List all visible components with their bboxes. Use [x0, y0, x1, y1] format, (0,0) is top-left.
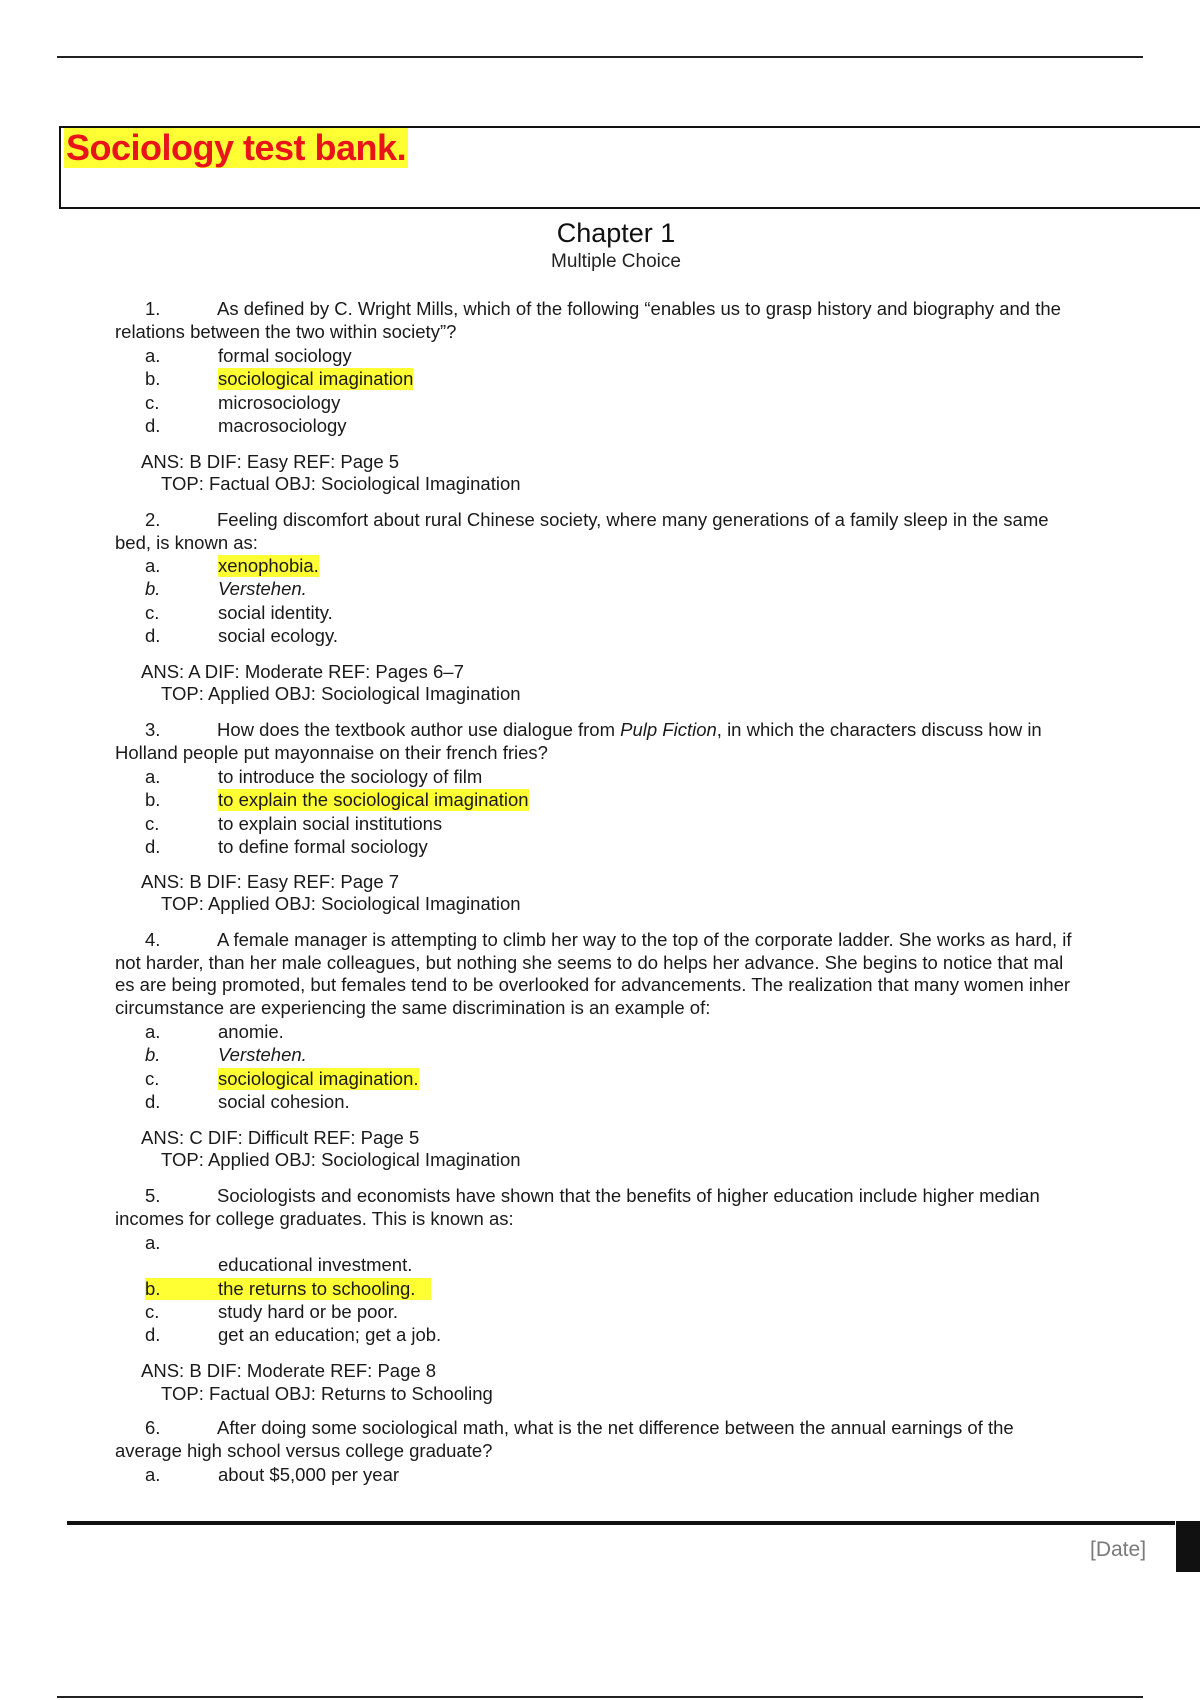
question-number: 2.: [145, 509, 161, 530]
footer-date: [Date]: [1090, 1538, 1147, 1561]
question-2-answer: ANS: A DIF: Moderate REF: Pages 6–7: [141, 661, 464, 682]
question-1-stem: [115, 298, 1155, 343]
question-text: , in which the characters discuss how in: [716, 719, 1042, 740]
question-4-stem: [115, 929, 1155, 1019]
question-2-option-c: c. social identity.: [145, 602, 333, 623]
highlighted-answer: sociological imagination: [218, 368, 414, 389]
question-3-option-d: d. to define formal sociology: [145, 836, 428, 857]
question-2-topic: TOP: Applied OBJ: Sociological Imagination: [161, 683, 521, 704]
question-2-option-a: a. xenophobia.: [145, 555, 319, 576]
question-3-option-a: a. to introduce the sociology of film: [145, 766, 483, 787]
question-5-answer: ANS: B DIF: Moderate REF: Page 8: [141, 1360, 437, 1381]
highlighted-answer: to explain the sociological imagination: [218, 789, 529, 810]
question-text: circumstance are experiencing the same discrimination is an example of:: [115, 996, 711, 1018]
question-2-option-d: d. social ecology.: [145, 625, 338, 646]
question-4-option-a: a. anomie.: [145, 1021, 284, 1042]
question-number: 1.: [145, 298, 161, 319]
question-text: not harder, than her male colleagues, but nothing she seems to do helps her advance. She begins to notice that mal: [115, 951, 1064, 973]
question-number: 6.: [145, 1417, 161, 1438]
question-4-answer: ANS: C DIF: Difficult REF: Page 5: [141, 1127, 420, 1148]
question-number: 5.: [145, 1185, 161, 1206]
question-text: Sociologists and economists have shown that the benefits of higher education include higher median: [217, 1185, 1040, 1206]
question-3-stem: [115, 719, 1155, 764]
document-title: Sociology test bank.: [66, 127, 407, 168]
question-5-topic: TOP: Factual OBJ: Returns to Schooling: [161, 1383, 493, 1404]
question-1-option-b: b. sociological imagination: [145, 368, 414, 389]
question-2-option-b: b. Verstehen.: [145, 578, 307, 599]
question-text: A female manager is attempting to climb her way to the top of the corporate ladder. She works as hard, if: [217, 929, 1072, 950]
question-text: As defined by C. Wright Mills, which of the following “enables us to grasp history and biography and the: [217, 298, 1061, 319]
question-4-option-b: b. Verstehen.: [145, 1044, 307, 1065]
question-6-option-a: a. about $5,000 per year: [145, 1464, 400, 1485]
footer-rule: [67, 1521, 1175, 1525]
section-heading: Multiple Choice: [551, 251, 681, 272]
question-1-answer: ANS: B DIF: Easy REF: Page 5: [141, 451, 400, 472]
question-text: es are being promoted, but females tend to be overlooked for advancements. The realization that many women inher: [115, 974, 1071, 995]
question-1-option-d: d. macrosociology: [145, 415, 347, 436]
film-title: Pulp Fiction: [620, 719, 717, 740]
question-5-stem: [115, 1185, 1155, 1230]
top-rule: [57, 56, 1143, 58]
question-text: Feeling discomfort about rural Chinese society, where many generations of a family sleep in the same: [217, 509, 1049, 530]
question-1-topic: TOP: Factual OBJ: Sociological Imagination: [161, 473, 521, 494]
question-2-stem: [115, 509, 1155, 554]
question-4-topic: TOP: Applied OBJ: Sociological Imagination: [161, 1149, 521, 1170]
question-text: How does the textbook author use dialogue from: [217, 719, 621, 740]
question-3-option-b: b. to explain the sociological imagination: [145, 789, 529, 810]
question-3-topic: TOP: Applied OBJ: Sociological Imagination: [161, 893, 521, 914]
highlighted-answer: sociological imagination.: [218, 1068, 419, 1089]
question-text: Holland people put mayonnaise on their french fries?: [115, 741, 548, 763]
question-1-option-a: a. formal sociology: [145, 345, 352, 366]
highlighted-answer: xenophobia.: [218, 555, 319, 576]
question-text: relations between the two within society”?: [115, 320, 457, 342]
question-3-answer: ANS: B DIF: Easy REF: Page 7: [141, 871, 400, 892]
question-text: bed, is known as:: [115, 531, 258, 553]
highlighted-answer: the returns to schooling.: [218, 1278, 416, 1299]
question-5-option-a-text: educational investment.: [218, 1254, 413, 1275]
question-5-option-c: c. study hard or be poor.: [145, 1301, 398, 1322]
question-6-stem: [115, 1417, 1155, 1462]
chapter-heading: Chapter 1: [556, 218, 676, 248]
question-5-option-a-letter: a.: [145, 1232, 161, 1253]
bottom-rule: [57, 1696, 1143, 1698]
title-box: [59, 126, 1200, 209]
footer-block: [1176, 1521, 1200, 1572]
question-5-option-b: b. the returns to schooling.: [145, 1278, 416, 1299]
question-3-option-c: c. to explain social institutions: [145, 813, 443, 834]
question-text: After doing some sociological math, what is the net difference between the annual earnings of the: [217, 1417, 1014, 1438]
question-text: average high school versus college graduate?: [115, 1439, 493, 1461]
question-4-option-d: d. social cohesion.: [145, 1091, 350, 1112]
question-5-option-d: d. get an education; get a job.: [145, 1324, 442, 1345]
question-text: incomes for college graduates. This is known as:: [115, 1207, 514, 1229]
question-4-option-c: c. sociological imagination.: [145, 1068, 419, 1089]
question-1-option-c: c. microsociology: [145, 392, 341, 413]
question-number: 3.: [145, 719, 161, 740]
question-number: 4.: [145, 929, 161, 950]
